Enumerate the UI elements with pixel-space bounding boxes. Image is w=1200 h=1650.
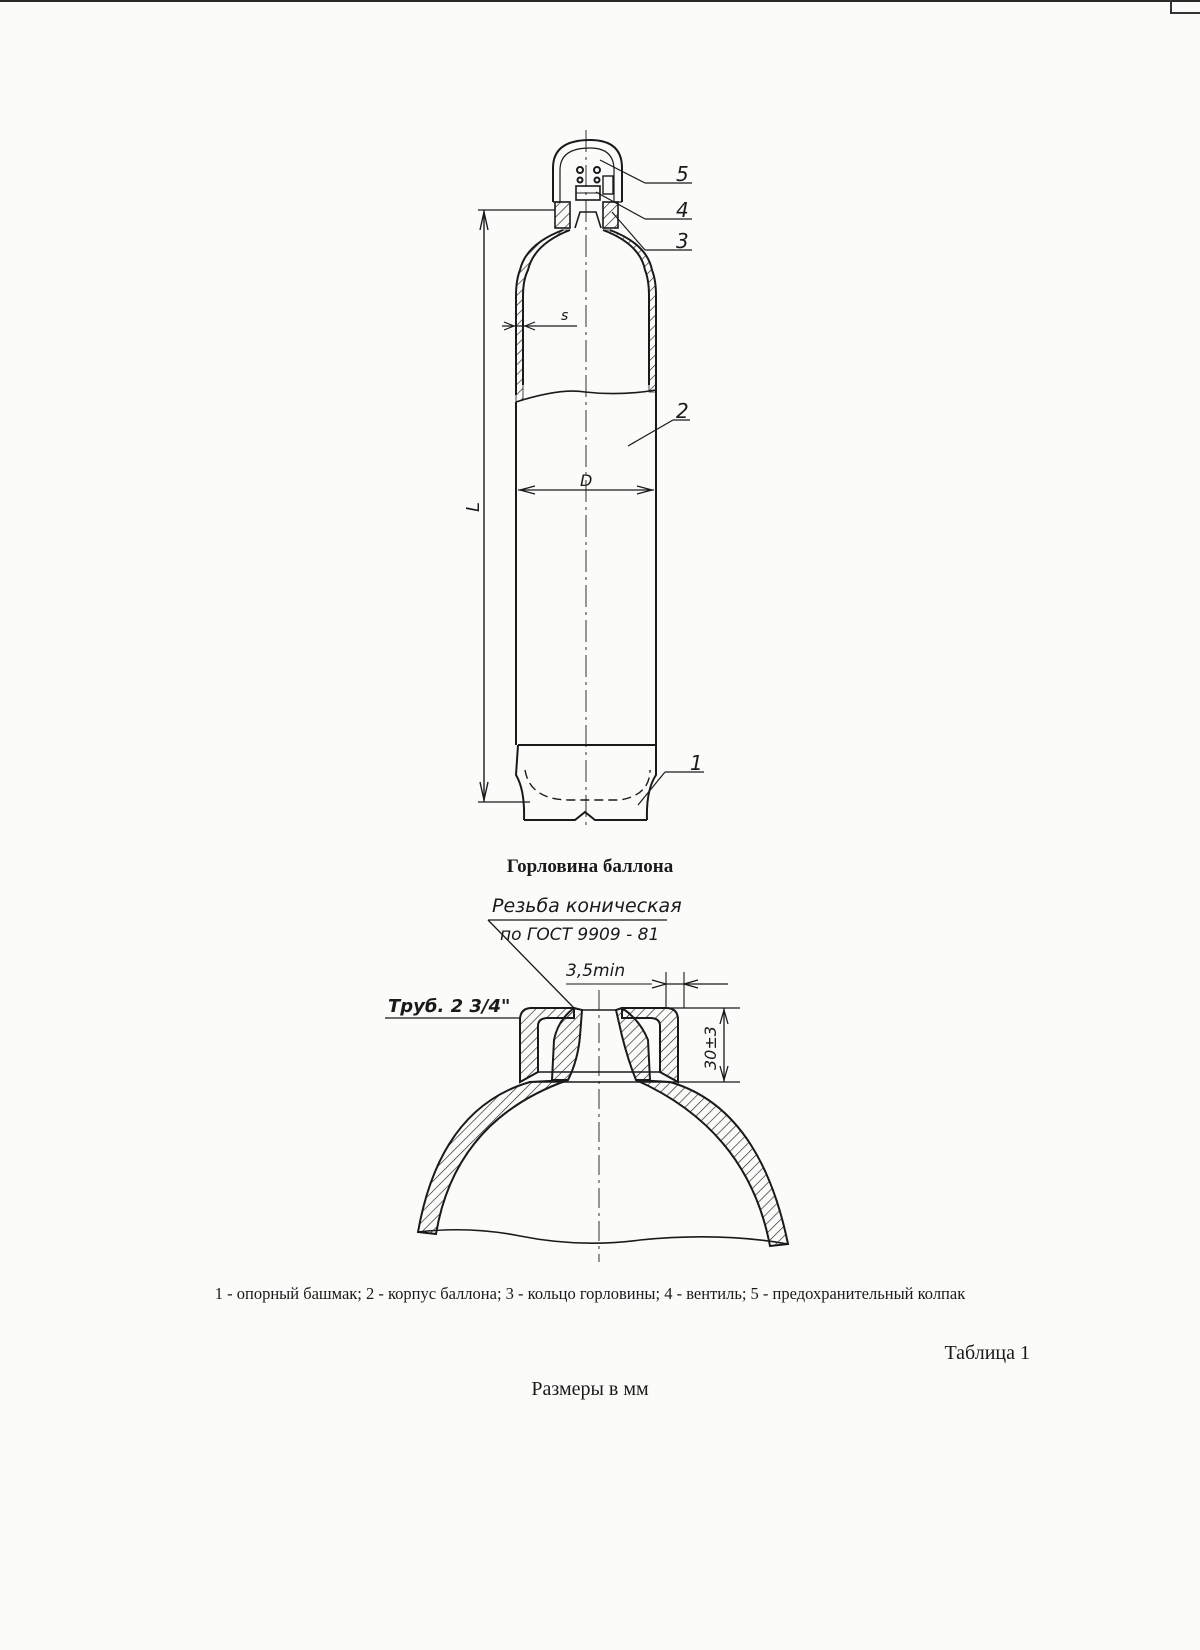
- callout-4: 4: [676, 198, 689, 222]
- callout-3: 3: [676, 229, 689, 253]
- callout-5: 5: [676, 162, 689, 186]
- table-label: Таблица 1: [944, 1342, 1030, 1364]
- dim-length-label: L: [463, 501, 484, 512]
- section-title: Горловина баллона: [506, 856, 674, 877]
- dim-diameter-label: D: [580, 471, 593, 490]
- thread-note-line1: Резьба коническая: [492, 895, 682, 917]
- pipe-label: Труб. 2 3/4": [388, 996, 511, 1017]
- dim-height-label: 30±3: [701, 1026, 720, 1070]
- dim-min-label: 3,5min: [566, 961, 626, 981]
- callout-1: 1: [690, 751, 703, 775]
- units-note: Размеры в мм: [531, 1378, 649, 1400]
- callout-2: 2: [676, 399, 689, 423]
- thread-note-line2: по ГОСТ 9909 - 81: [500, 925, 660, 945]
- dim-wall-label: s: [561, 308, 569, 324]
- legend-text: 1 - опорный башмак; 2 - корпус баллона; 3 - кольцо горловины; 4 - вентиль; 5 - предохранительный колпак: [214, 1284, 966, 1303]
